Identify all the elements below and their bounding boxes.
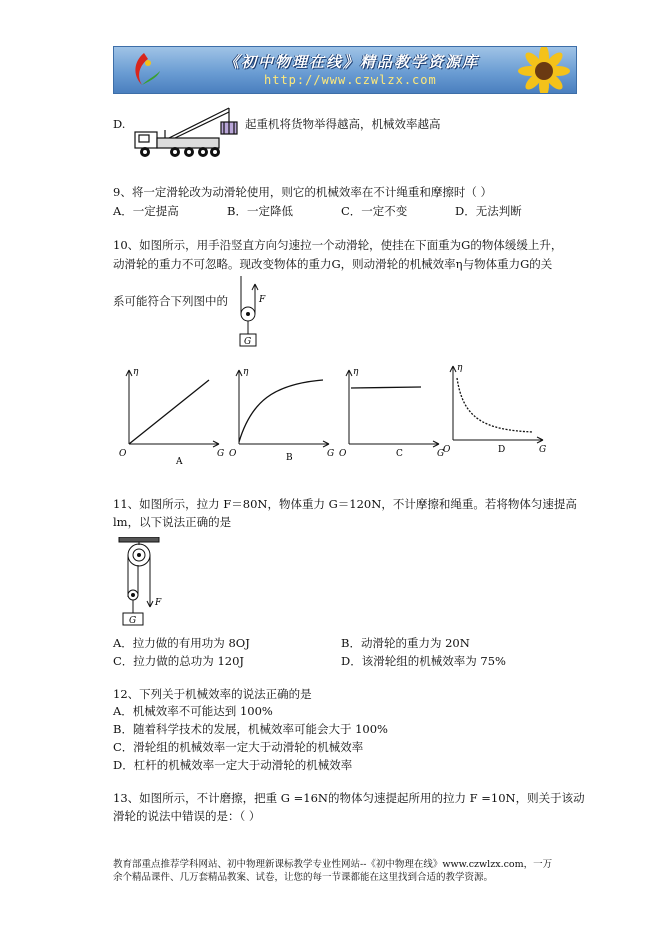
banner-title: 《初中物理在线》精品教学资源库	[224, 53, 480, 71]
q11-force-label: F	[155, 598, 162, 608]
graph-c-origin: O	[339, 449, 347, 459]
graph-d-origin: O	[443, 445, 451, 455]
graph-a-origin: O	[119, 449, 127, 459]
site-logo-icon	[126, 51, 162, 89]
q10-force-label: F	[259, 295, 266, 305]
q10-stem-line2: 动滑轮的重力不可忽略。现改变物体的重力G，则动滑轮的机械效率η与物体重力G的关	[113, 257, 553, 271]
q11-weight-label: G	[129, 616, 137, 626]
q11-pulley-block-figure	[113, 537, 173, 629]
q12-option-b: B．随着科学技术的发展，机械效率可能会大于 100%	[113, 722, 388, 736]
q8-option-d-label: D.	[113, 117, 126, 131]
graph-a-y-label: η	[133, 367, 139, 377]
graph-b-letter: B	[286, 453, 293, 463]
q13-stem-line1: 13、如图所示，不计磨擦，把重 G =16N的物体匀速提起所用的拉力 F =10N，则关于该动	[113, 791, 585, 805]
q12-option-d: D．杠杆的机械效率一定大于动滑轮的机械效率	[113, 758, 353, 772]
sunflower-icon	[504, 47, 576, 93]
graph-b-y-label: η	[243, 367, 249, 377]
graph-c-y-label: η	[353, 367, 359, 377]
q12-stem: 12、下列关于机械效率的说法正确的是	[113, 687, 312, 701]
graph-c-x-label: G	[437, 449, 445, 459]
q11-stem-line1: 11、如图所示，拉力 F＝80N，物体重力 G＝120N，不计摩擦和绳重。若将物体匀速提高	[113, 497, 577, 511]
graph-d-x-label: G	[539, 445, 547, 455]
q10-weight-label: G	[244, 337, 252, 347]
graph-a-x-label: G	[217, 449, 225, 459]
q8-option-d-text: 起重机将货物举得越高，机械效率越高	[245, 117, 441, 131]
q12-option-a: A．机械效率不可能达到 100%	[113, 704, 273, 718]
graph-c-letter: C	[396, 449, 403, 459]
q10-pulley-figure	[232, 276, 278, 352]
q11-option-d: D．该滑轮组的机械效率为 75%	[341, 654, 506, 668]
banner-url: http://www.czwlzx.com	[264, 73, 437, 87]
q11-option-b: B．动滑轮的重力为 20N	[341, 636, 470, 650]
q10-stem-line1: 10、如图所示，用手沿竖直方向匀速拉一个动滑轮，使挂在下面重为G的物体缓缓上升，	[113, 238, 563, 252]
q12-option-c: C．滑轮组的机械效率一定大于动滑轮的机械效率	[113, 740, 364, 754]
graph-a-letter: A	[176, 457, 183, 467]
q13-stem-line2: 滑轮的说法中错误的是：（ ）	[113, 809, 261, 823]
q9-option-c: C．一定不变	[341, 204, 408, 218]
page-footer: 教育部重点推荐学科网站、初中物理新课标教学专业性网站--《初中物理在线》www.czwlzx.com，一万余个精品课件、几万套精品教案、试卷，让您的每一节课都能在这里找到合适的教学资源。	[113, 859, 553, 883]
q9-option-d: D．无法判断	[455, 204, 522, 218]
q10-graphs	[113, 360, 553, 470]
q9-stem: 9、将一定滑轮改为动滑轮使用，则它的机械效率在不计绳重和摩擦时（ ）	[113, 185, 492, 199]
graph-b-x-label: G	[327, 449, 335, 459]
q9-option-b: B．一定降低	[227, 204, 293, 218]
graph-b-origin: O	[229, 449, 237, 459]
q10-stem-line3: 系可能符合下列图中的	[113, 294, 228, 308]
q9-option-a: A．一定提高	[113, 204, 179, 218]
crane-truck-icon	[129, 100, 239, 160]
q11-option-c: C．拉力做的总功为 120J	[113, 654, 245, 668]
graph-d-y-label: η	[457, 363, 463, 373]
header-banner	[113, 46, 577, 94]
graph-d-letter: D	[498, 445, 506, 455]
q11-option-a: A．拉力做的有用功为 8OJ	[113, 636, 250, 650]
q11-stem-line2: lm，以下说法正确的是	[113, 515, 232, 529]
